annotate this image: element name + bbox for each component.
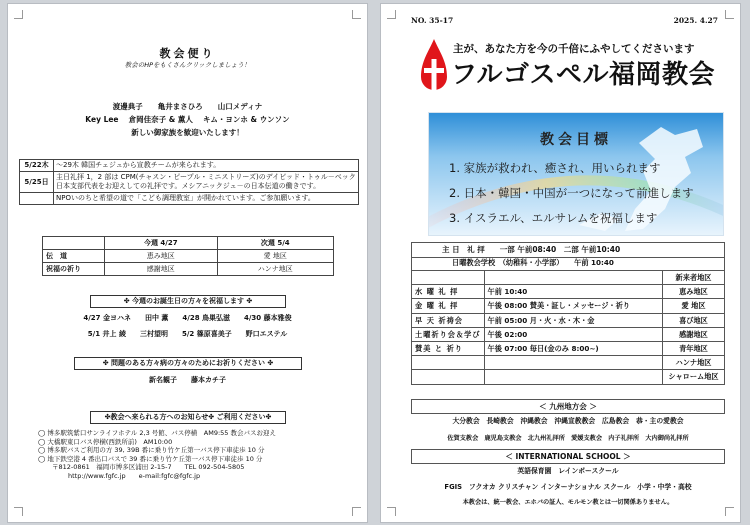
duty-role: 伝 道 [43,250,105,263]
issue-number: NO. 35-17 [411,16,454,25]
schedule-row [20,160,359,172]
birthday-line: 4/27 金ヨハネ 田中 薫 4/28 鳥巣弘滋 4/30 藤本雅俊 [83,314,292,322]
meeting-time: 午前 10:40 [484,285,662,299]
newsletter-right-page [380,3,741,523]
schedule-text: NPOいのちと希望の道で「こども調理教室」が開かれています。ご参加願います。 [54,193,359,205]
meeting-time: 午後 07:00 毎日(金のみ 8:00~) [484,342,662,356]
church-web-email: http://www.fgfc.jp e-mail:fgfc@fgfc.jp [68,471,201,480]
meeting-name: 早 天 祈祷会 [412,313,485,327]
meeting-time: 午後 02:00 [484,327,662,341]
prayer-names: 新名観子 藤本カチ子 [149,376,226,384]
crop-mark [14,507,23,516]
kyushu-church-line: 大分教会 長崎教会 沖縄教会 沖縄宣教教会 広島教会 恭・主の愛教会 [452,417,684,425]
goal-item: 3. イスラエル、エルサレムを祝福します [449,211,658,225]
schedule-row [20,193,359,205]
district-name: 青年地区 [663,342,725,356]
duty-row [43,263,334,276]
meeting-time [484,271,662,285]
meeting-time [484,370,662,384]
district-name: 恵み地区 [663,285,725,299]
schedule-date [20,193,54,205]
schedule-table [19,159,359,205]
meeting-time [484,356,662,370]
church-address: 〒812-0861 福岡市博多区浦田 2-15-7 TEL 092-504-5805 [52,463,245,472]
access-line: ◯ 大橋駅東口バス停横(西鉄所前) AM10:00 [38,437,173,446]
meeting-time: 午後 08:00 賛美・証し・メッセージ・祈り [484,299,662,313]
access-line: ◯ 博多駅バスご利用の方 39, 39B 番に乗り竹ケ丘第一バス停下車徒歩 10 分 [38,446,265,455]
goals-title: 教会目標 [540,132,612,148]
school-line: 英語保育園 レインボースクール [517,467,619,475]
newsletter-left-page [7,3,368,523]
newsletter-subtitle: 教会のHPをもくさんクリックしましょう！ [124,61,251,69]
district-name: 喜び地区 [663,313,725,327]
crop-mark [14,10,23,19]
weekly-row [412,342,725,356]
duty-cell: 感謝地区 [105,263,218,276]
weekly-row [412,271,725,285]
duty-cell: 恵み地区 [105,250,218,263]
district-name: ハンナ地区 [663,356,725,370]
newsletter-title: 教会便り [159,47,216,60]
crop-mark [387,507,396,516]
crop-mark [352,507,361,516]
duty-header-cell [43,237,105,250]
international-school-header: ＜ INTERNATIONAL SCHOOL ＞ [411,449,725,464]
school-line: FGIS フクオカ クリスチャン インターナショナル スクール 小学・中学・高校 [444,483,692,491]
church-motto: 主が、あなた方を今の千倍にふやしてくださいます [453,43,695,55]
weekly-row [412,285,725,299]
meeting-name: 金 曜 礼 拝 [412,299,485,313]
schedule-row [20,172,359,193]
district-name: シャローム地区 [663,370,725,384]
disclaimer-note: 本教会は、統一教会、エホバの証人、モルモン教とは一切関係ありません。 [462,499,674,506]
weekly-row [412,327,725,341]
goal-item: 1. 家族が救われ、癒され、用いられます [449,161,661,175]
meeting-name [412,370,485,384]
weekly-row [412,313,725,327]
duty-row [43,250,334,263]
weekly-schedule-table [411,270,725,385]
weekly-row [412,370,725,384]
goal-item: 2. 日本・韓国・中国が一つになって前進します [449,186,694,200]
kyushu-church-line: 佐賀支教会 鹿児島支教会 北九州礼拝所 愛媛支教会 内子礼拝所 大内御尚礼拝所 [447,435,689,442]
duty-cell: 愛 地区 [217,250,333,263]
duty-cell: ハンナ地区 [217,263,333,276]
crop-mark [387,10,396,19]
sunday-service-times: 主 日 礼 拝 一部 午前08:40 二部 午前10:40 [411,242,725,258]
sunday-school-times: 日曜教会学校 （幼稚科・小学部） 午前 10:40 [411,256,725,270]
visitor-names-line: 渡邊典子 亀井まさひろ 山口メディナ [112,102,263,111]
church-cross-logo [419,37,449,101]
duty-roster-table [42,236,334,276]
church-goals-banner [428,112,724,236]
birthday-line: 5/1 井上 綾 三村望明 5/2 篠原喜美子 野口エステル [87,330,288,338]
schedule-date: 5/25日 [20,172,54,193]
crop-mark [725,10,734,19]
schedule-text: ～29木 韓国チェジュから宣教チームが来られます。 [54,160,359,172]
meeting-name: 水 曜 礼 拝 [412,285,485,299]
issue-date: 2025. 4.27 [673,16,718,25]
crop-mark [352,10,361,19]
district-name: 新来者地区 [663,271,725,285]
meeting-name: 賛美 と 祈り [412,342,485,356]
weekly-row [412,356,725,370]
church-name: フルゴスペル福岡教会 [451,60,715,90]
district-name: 愛 地区 [663,299,725,313]
access-info [38,429,358,481]
access-info-header: ✤教会へ来られる方へのお知らせ✤ ご利用ください✤ [90,411,286,424]
meeting-time: 午前 05:00 月・火・水・木・金 [484,313,662,327]
meeting-name [412,271,485,285]
visitor-names-line: Key Lee 倉岡佳奈子 & 薫人 キム・ヨンホ & ウンソン [85,115,290,124]
kyushu-region-header: ＜ 九州地方会 ＞ [411,399,725,414]
schedule-text: 主日礼拝 1，2 部は CPM(チャスン・ピープル・ミニストリーズ)のデイビッド・トゥル－ベック日本支部代表をお迎えしての礼拝です。メシアニックジュ－の日本伝道の働きです。 [54,172,359,193]
birthday-header: ✤ 今週のお誕生日の方々を祝福します ✤ [90,295,286,308]
welcome-message: 新しい御家族を歓迎いたします！ [131,128,244,137]
meeting-name: 土曜祈り会＆学び [412,327,485,341]
duty-header-row [43,237,334,250]
prayer-request-header: ✤ 問題のある方々病の方々のためにお祈りください ✤ [74,357,302,370]
meeting-name [412,356,485,370]
access-line: ◯ 地下鉄空港 4 番出口バスで 39 番に乗り竹ケ丘第一バス停下車徒歩 10 分 [38,454,263,463]
weekly-row [412,299,725,313]
district-name: 感謝地区 [663,327,725,341]
schedule-date: 5/22木 [20,160,54,172]
access-line: ◯ 博多駅筑紫口サンライフホテル 2,3 号館、バス停横 AM9:55 教会バスお迎え [38,429,276,437]
duty-role: 祝福の祈り [43,263,105,276]
duty-header-cell: 次週 5/4 [217,237,333,250]
duty-header-cell: 今週 4/27 [105,237,218,250]
